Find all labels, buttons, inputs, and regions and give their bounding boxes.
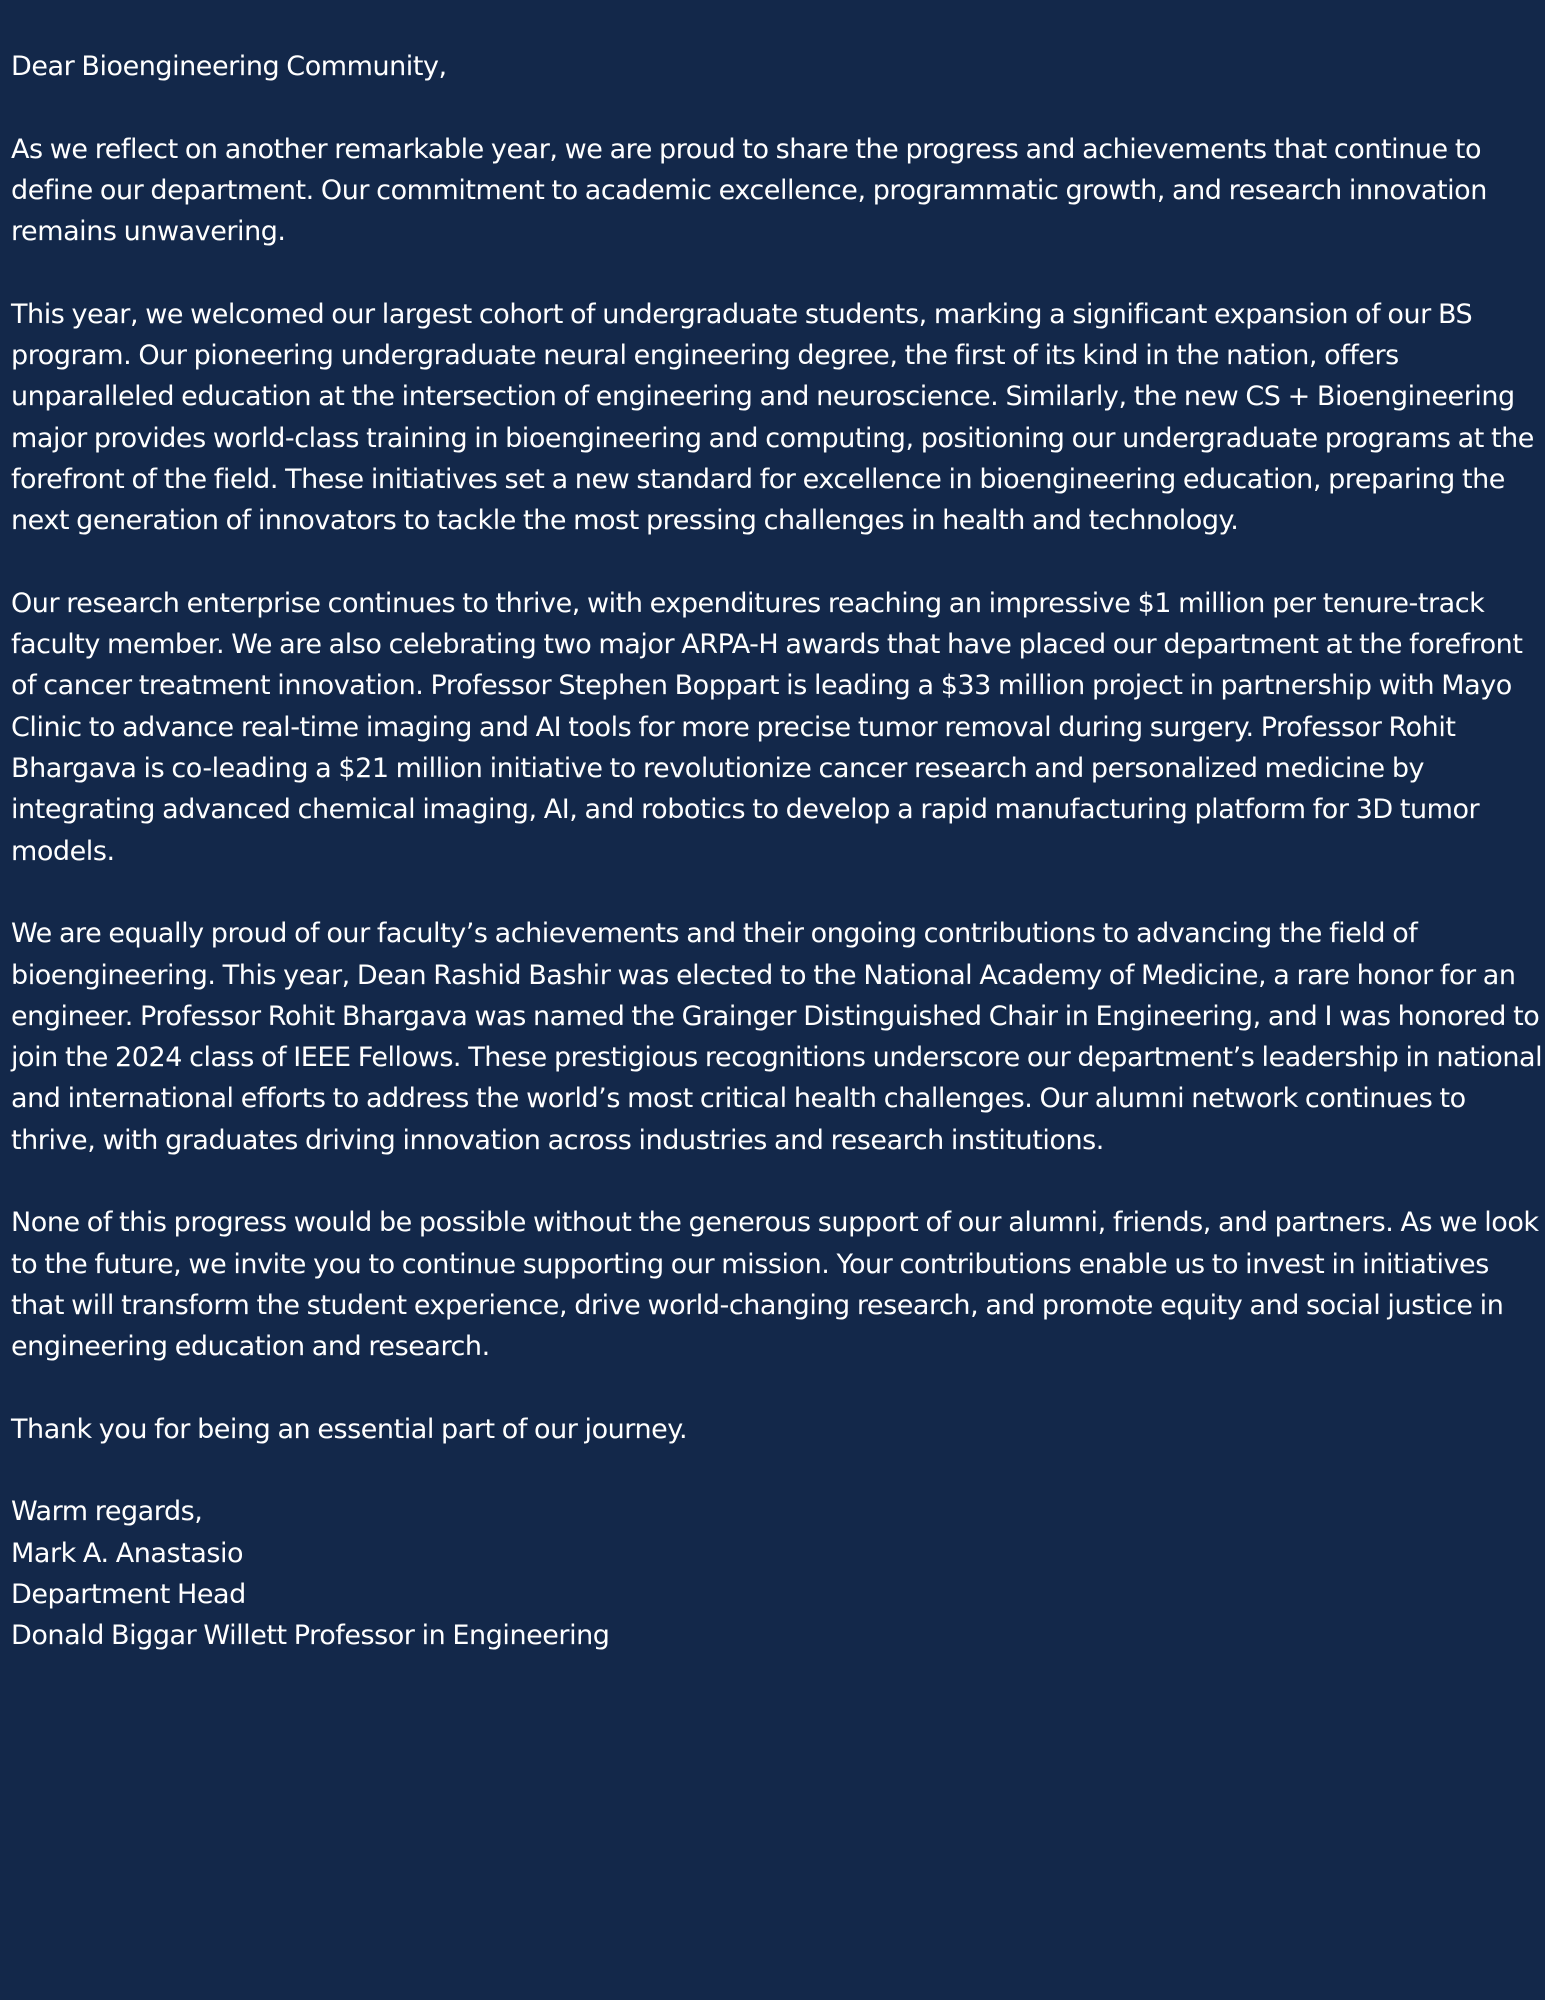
paragraph-support: None of this progress would be possible without the generous support of our alumni, friends, and partners. As we look to the future, we invite you to continue supporting our mission. Your contributions enable us to invest in initiatives that will transform the student experience, drive world-changing research, and promote equity and social justice in engineering education and research. — [11, 1207, 1539, 1363]
signature-block — [11, 1491, 1545, 1656]
salutation: Dear Bioengineering Community, — [11, 51, 447, 82]
signer-name: Mark A. Anastasio — [11, 1537, 244, 1569]
paragraph-undergraduate: This year, we welcomed our largest cohort of undergraduate students, marking a significant expansion of our BS program. Our pioneering undergraduate neural engineering degree, the first of its kind in the nation, offers unparalleled education at the intersection of engineering and neuroscience. Similarly, the new CS + Bioengineering major provides world-class training in bioengineering and computing, positioning our undergraduate programs at the forefront of the field. These initiatives set a new standard for excellence in bioengineering education, preparing the next generation of innovators to tackle the most pressing challenges in health and technology. — [11, 298, 1534, 537]
signer-chair: Donald Biggar Willett Professor in Engineering — [11, 1620, 610, 1652]
paragraph-faculty: We are equally proud of our faculty’s achievements and their ongoing contributions to advancing the field of bioengineering. This year, Dean Rashid Bashir was elected to the National Academy of Medicine, a rare honor for an engineer. Professor Rohit Bhargava was named the Grainger Distinguished Chair in Engineering, and I was honored to join the 2024 class of IEEE Fellows. These prestigious recognitions underscore our department’s leadership in national and international efforts to address the world’s most critical health challenges. Our alumni network continues to thrive, with graduates driving innovation across industries and research institutions. — [11, 918, 1543, 1156]
paragraph-intro: As we reflect on another remarkable year, we are proud to share the progress and achievements that continue to define our department. Our commitment to academic excellence, programmatic growth, and research innovation remains unwavering. — [11, 133, 1487, 248]
paragraph-research: Our research enterprise continues to thrive, with expenditures reaching an impressive $1 million per tenure-track faculty member. We are also celebrating two major ARPA-H awards that have placed our department at the forefront of cancer treatment innovation. Professor Stephen Boppart is leading a $33 million project in partnership with Mayo Clinic to advance real-time imaging and AI tools for more precise tumor removal during surgery. Professor Rohit Bhargava is co-leading a $21 million initiative to revolutionize cancer research and personalized medicine by integrating advanced chemical imaging, AI, and robotics to develop a rapid manufacturing platform for 3D tumor models. — [11, 587, 1523, 867]
signer-title: Department Head — [11, 1578, 246, 1610]
paragraph-thanks: Thank you for being an essential part of our journey. — [11, 1413, 688, 1445]
closing: Warm regards, — [11, 1496, 203, 1528]
